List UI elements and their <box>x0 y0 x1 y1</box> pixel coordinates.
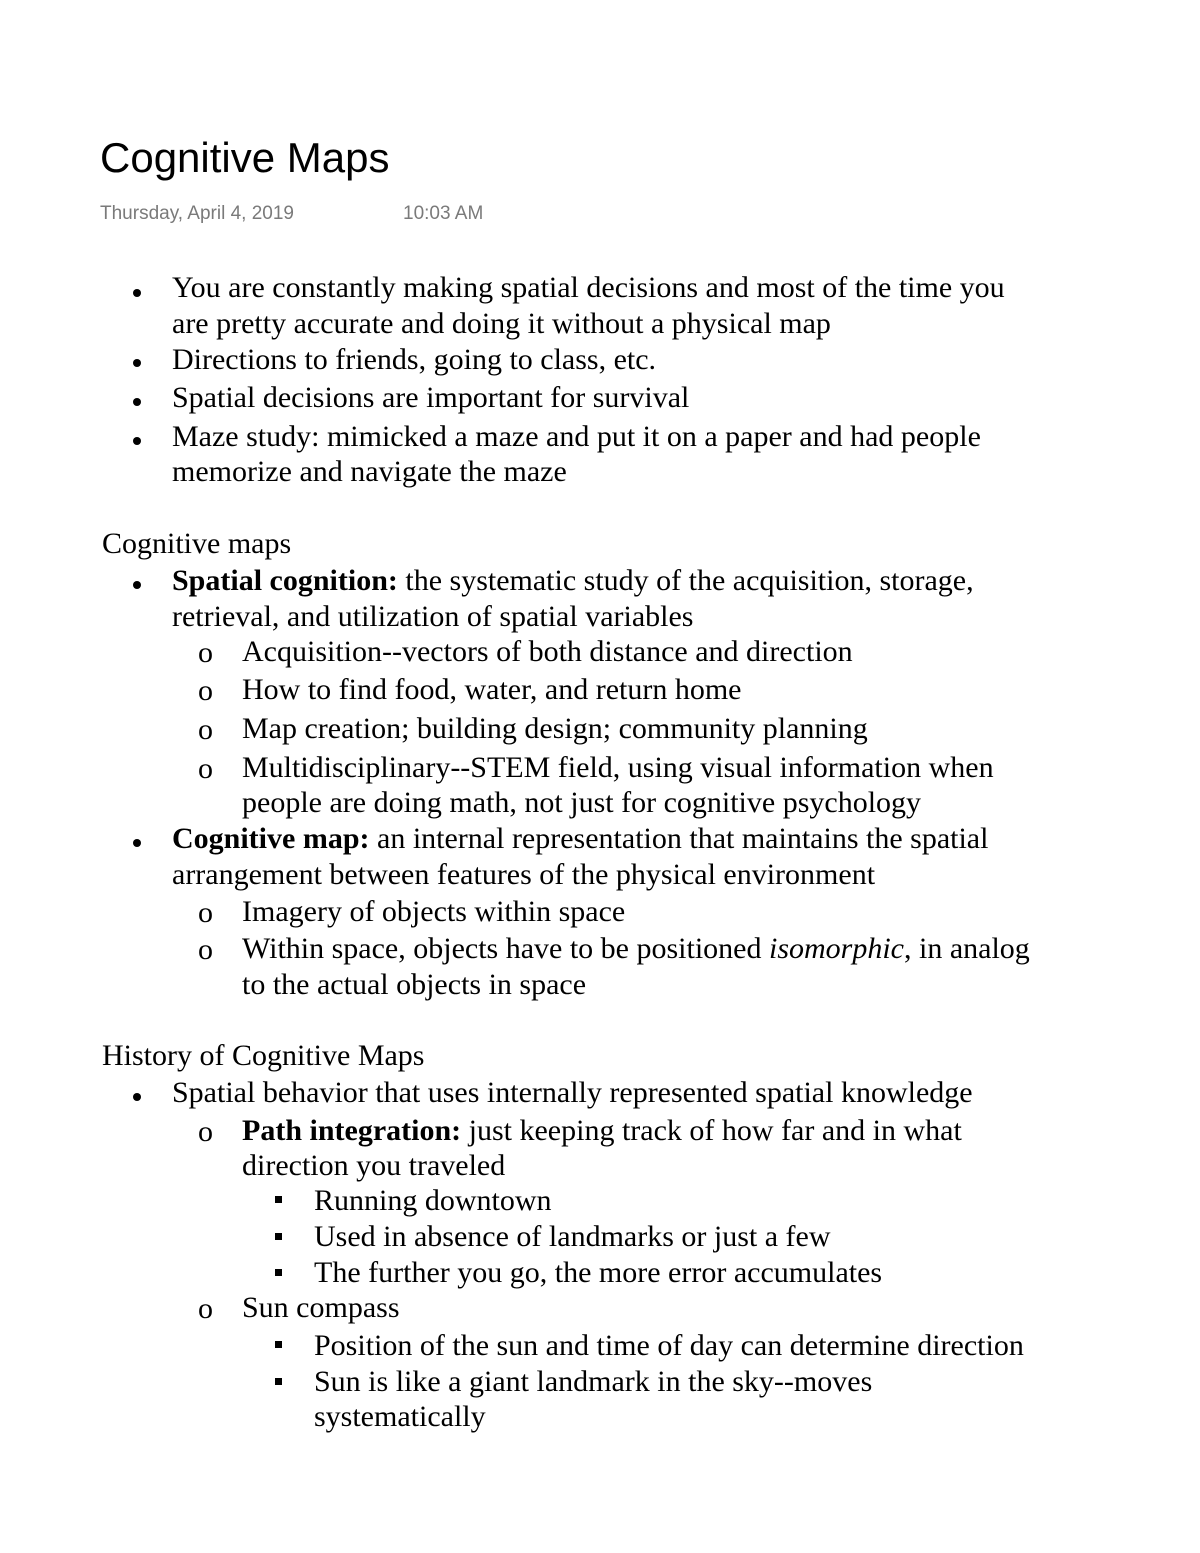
definition: an internal representation that maintains the spatial <box>369 822 989 855</box>
sub-list-item: Map creation; building design; community planning <box>242 712 868 745</box>
sub-list-item <box>242 931 1030 967</box>
circle-bullet-icon: o <box>198 896 213 929</box>
sub-sub-list-item: Used in absence of landmarks or just a few <box>314 1220 831 1253</box>
circle-bullet-icon: o <box>198 752 213 785</box>
section-heading: Cognitive maps <box>102 527 292 560</box>
sub-list-item-continuation: direction you traveled <box>242 1149 506 1182</box>
circle-bullet-icon: o <box>198 713 213 746</box>
square-bullet-icon <box>275 1269 282 1276</box>
square-bullet-icon <box>275 1341 282 1348</box>
circle-bullet-icon: o <box>198 1292 213 1325</box>
text: Within space, objects have to be positioned <box>242 932 769 965</box>
circle-bullet-icon: o <box>198 1115 213 1148</box>
circle-bullet-icon: o <box>198 636 213 669</box>
emphasis: isomorphic <box>769 932 904 965</box>
text: , in analog <box>904 932 1030 965</box>
sub-list-item: Acquisition--vectors of both distance and direction <box>242 635 853 668</box>
sub-sub-list-item: Running downtown <box>314 1184 552 1217</box>
term: Path integration: <box>242 1114 462 1147</box>
list-item-continuation: memorize and navigate the maze <box>172 455 567 488</box>
sub-sub-list-item: Sun is like a giant landmark in the sky--moves <box>314 1365 873 1398</box>
list-item: Maze study: mimicked a maze and put it on a paper and had people <box>172 420 981 453</box>
list-item-continuation: are pretty accurate and doing it without a physical map <box>172 307 831 340</box>
square-bullet-icon <box>275 1233 282 1240</box>
list-item: Spatial decisions are important for survival <box>172 381 690 414</box>
page-title: Cognitive Maps <box>100 134 390 181</box>
sub-list-item: Multidisciplinary--STEM field, using visual information when <box>242 751 994 784</box>
definition: the systematic study of the acquisition, storage, <box>397 564 974 597</box>
square-bullet-icon <box>275 1196 282 1203</box>
list-item <box>172 821 988 857</box>
circle-bullet-icon: o <box>198 674 213 707</box>
sub-sub-list-item: The further you go, the more error accumulates <box>314 1256 883 1289</box>
sub-list-item: Sun compass <box>242 1291 400 1324</box>
bullet-icon <box>133 398 141 406</box>
bullet-icon <box>133 289 141 297</box>
note-time: 10:03 AM <box>403 203 484 224</box>
sub-list-item-continuation: people are doing math, not just for cognitive psychology <box>242 786 922 819</box>
list-item: Directions to friends, going to class, etc. <box>172 343 657 376</box>
note-date: Thursday, April 4, 2019 <box>100 203 294 224</box>
sub-list-item: Imagery of objects within space <box>242 895 626 928</box>
sub-list-item-continuation: to the actual objects in space <box>242 968 587 1001</box>
list-item <box>172 563 974 599</box>
list-item-continuation: arrangement between features of the physical environment <box>172 858 876 891</box>
definition: just keeping track of how far and in what <box>461 1114 962 1147</box>
bullet-icon <box>133 1093 141 1101</box>
sub-sub-list-item: Position of the sun and time of day can determine direction <box>314 1329 1024 1362</box>
sub-list-item <box>242 1113 962 1149</box>
bullet-icon <box>133 437 141 445</box>
section-heading: History of Cognitive Maps <box>102 1039 425 1072</box>
list-item: Spatial behavior that uses internally represented spatial knowledge <box>172 1076 973 1109</box>
term: Cognitive map: <box>172 822 370 855</box>
term: Spatial cognition: <box>172 564 398 597</box>
sub-sub-list-item-continuation: systematically <box>314 1400 486 1433</box>
square-bullet-icon <box>275 1378 282 1385</box>
list-item: You are constantly making spatial decisions and most of the time you <box>172 271 1005 304</box>
sub-list-item: How to find food, water, and return home <box>242 673 742 706</box>
circle-bullet-icon: o <box>198 933 213 966</box>
bullet-icon <box>133 581 141 589</box>
bullet-icon <box>133 839 141 847</box>
list-item-continuation: retrieval, and utilization of spatial variables <box>172 600 694 633</box>
bullet-icon <box>133 359 141 367</box>
